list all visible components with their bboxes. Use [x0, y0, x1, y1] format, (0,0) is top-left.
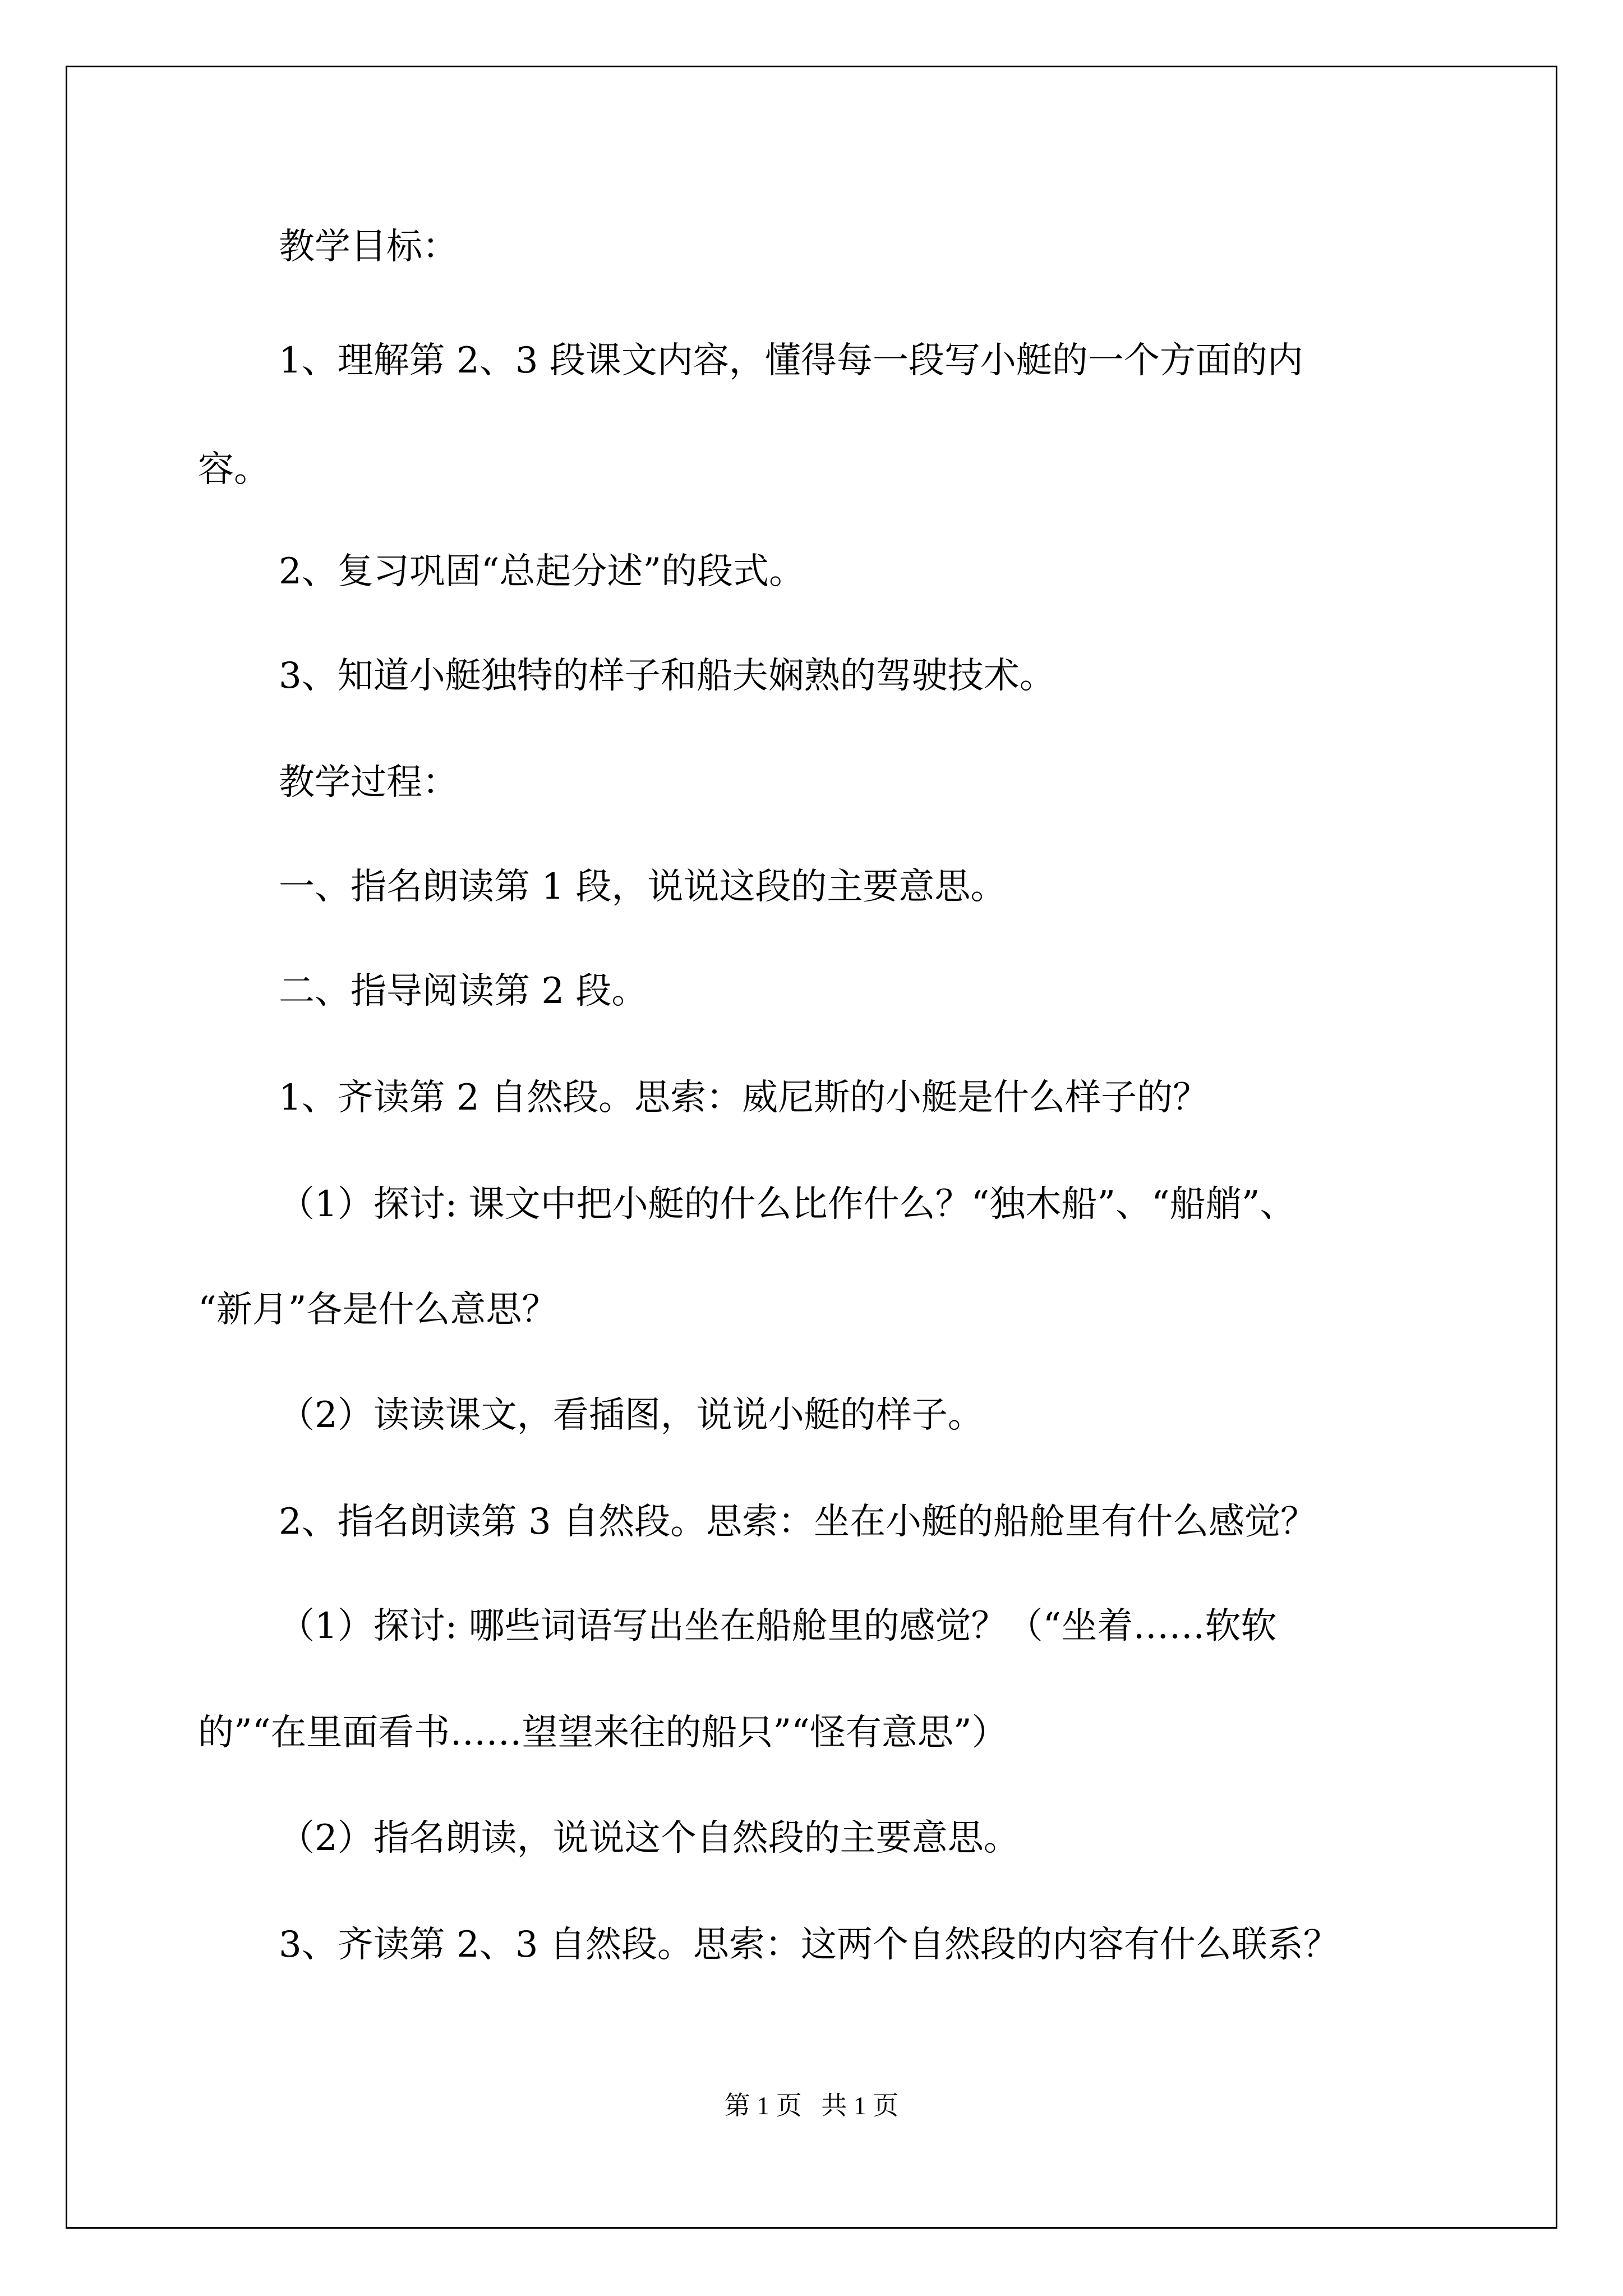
paragraph-line: 二、指导阅读第 2 段。	[279, 970, 648, 1012]
paragraph-line: （2）指名朗读，说说这个自然段的主要意思。	[279, 1818, 1020, 1859]
paragraph-line: （2）读读课文，看插图，说说小艇的样子。	[279, 1395, 984, 1436]
paragraph-line: 2、指名朗读第 3 自然段。思索：坐在小艇的船舱里有什么感觉？	[279, 1501, 1317, 1543]
section-heading-process: 教学过程：	[279, 762, 458, 803]
paragraph-line: 1、理解第 2、3 段课文内容，懂得每一段写小艇的一个方面的内	[279, 340, 1303, 381]
paragraph-line: 1、齐读第 2 自然段。思索：威尼斯的小艇是什么样子的？	[279, 1077, 1209, 1119]
paragraph-line: （1）探讨: 课文中把小艇的什么比作什么？“独木船”、“船艄”、	[279, 1184, 1296, 1225]
paragraph-line: （1）探讨: 哪些词语写出坐在船舱里的感觉？（“坐着……软软	[279, 1605, 1277, 1647]
section-heading-objectives: 教学目标：	[279, 226, 458, 268]
paragraph-line: 3、知道小艇独特的样子和船夫娴熟的驾驶技术。	[279, 655, 1055, 697]
paragraph-line: 2、复习巩固“总起分述”的段式。	[279, 551, 805, 592]
paragraph-line: 3、齐读第 2、3 自然段。思索：这两个自然段的内容有什么联系？	[279, 1924, 1339, 1966]
paragraph-line: 容。	[198, 449, 270, 490]
paragraph-line: 一、指名朗读第 1 段，说说这段的主要意思。	[279, 866, 1007, 908]
paragraph-line: “新月”各是什么意思？	[198, 1289, 558, 1331]
paragraph-line: 的”“在里面看书……望望来往的船只”“怪有意思”）	[198, 1712, 1008, 1754]
page-number-footer: 第 1 页 共 1 页	[724, 2091, 899, 2120]
page-border	[66, 66, 1557, 2229]
